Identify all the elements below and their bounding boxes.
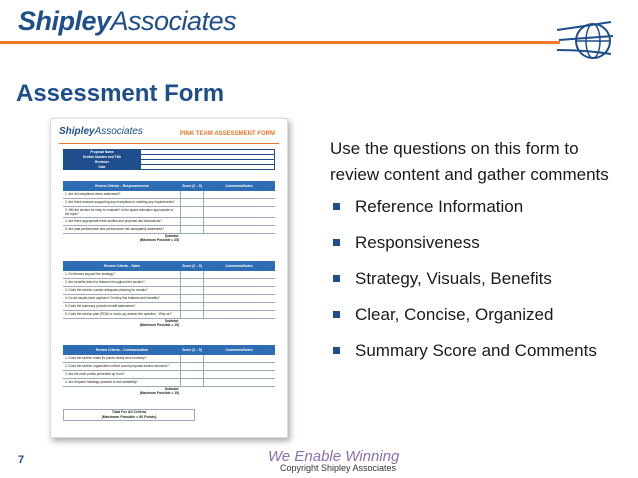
table-row: 2. Are there reasons supporting any exceptions to meeting any requirements? xyxy=(63,199,275,207)
table-row: 4. Are there appropriate trade studies and proposal risk discussions? xyxy=(63,218,275,226)
section-heading: Review Criteria – Sales xyxy=(103,264,141,268)
table-row: 5. Are past performance and performance risk adequately addressed? xyxy=(63,226,275,234)
bullet-item: Summary Score and Comments xyxy=(330,338,630,364)
table-row: 6. Does the section plan (PDW or mock-up) answer the question, “Why us?” xyxy=(63,311,275,319)
table-row: 3. Will the section be easy to evaluate? Is the space allocation appropriate to the topic? xyxy=(63,207,275,218)
comments-label: Comments/Notes xyxy=(225,348,253,352)
globe-logo-icon xyxy=(555,16,615,66)
table-row: 1. Are all compliance items addressed? xyxy=(63,191,275,199)
table-row: 3. Are the main points presented up front? xyxy=(63,371,275,379)
form-section-communication xyxy=(63,345,275,395)
table-row: 5. Does the summary provide benefit statements? xyxy=(63,303,275,311)
form-field-label: Section Number and Title xyxy=(64,155,141,160)
form-fields-table xyxy=(63,149,275,170)
score-label: Score (0 – 5) xyxy=(182,184,202,188)
header-divider xyxy=(0,41,560,44)
square-bullet-icon xyxy=(333,275,340,282)
table-row: 3. Does the section contain adequate planning for visuals? xyxy=(63,287,275,295)
bullet-item: Strategy, Visuals, Benefits xyxy=(330,266,630,292)
form-field-label: Reviewer xyxy=(64,160,141,165)
max-label: (Maximum Possible = 15) xyxy=(139,323,179,327)
square-bullet-icon xyxy=(333,311,340,318)
comments-label: Comments/Notes xyxy=(225,184,253,188)
total-max-label: (Maximum Possible = 60 Points) xyxy=(101,415,157,419)
slide-title: Assessment Form xyxy=(16,80,225,107)
form-field-label: Date xyxy=(64,165,141,170)
table-row: 2. Does the section organization reflect sound proposal section structure? xyxy=(63,363,275,371)
bullet-item: Clear, Concise, Organized xyxy=(330,302,630,328)
slide-body xyxy=(330,136,630,374)
footer-copyright: Copyright Shipley Associates xyxy=(280,463,397,473)
grand-total xyxy=(63,409,195,421)
section-heading: Review Criteria – Responsiveness xyxy=(95,184,149,188)
score-label: Score (0 – 5) xyxy=(182,264,202,268)
square-bullet-icon xyxy=(333,347,340,354)
form-title: PINK TEAM ASSESSMENT FORM xyxy=(179,131,275,137)
table-row: 2. Are benefits linked to features throughout the section? xyxy=(63,279,275,287)
intro-text: Use the questions on this form to review content and gather comments xyxy=(330,139,609,184)
table-row: 1. Does the section make its points clearly and concisely? xyxy=(63,355,275,363)
max-label: (Maximum Possible = 25) xyxy=(139,238,179,242)
bullet-item: Reference Information xyxy=(330,194,630,220)
max-label: (Maximum Possible = 15) xyxy=(139,391,179,395)
page-number: 7 xyxy=(18,454,25,466)
form-section-sales xyxy=(63,261,275,327)
form-divider xyxy=(59,143,279,144)
table-row: 1. Do themes support the strategy? xyxy=(63,271,275,279)
bullet-list xyxy=(330,194,630,364)
table-row: 4. Do all visuals have captions? Do they link features and benefits? xyxy=(63,295,275,303)
bullet-item: Responsiveness xyxy=(330,230,630,256)
assessment-form-image xyxy=(50,118,288,438)
subtotal-label: Subtotal: xyxy=(164,234,179,238)
form-field-label: Proposal Name xyxy=(64,150,141,155)
form-section-responsiveness xyxy=(63,181,275,242)
comments-label: Comments/Notes xyxy=(225,264,253,268)
total-label: Total For All Criteria xyxy=(111,410,147,414)
section-heading: Review Criteria – Communication xyxy=(95,348,149,352)
square-bullet-icon xyxy=(333,203,340,210)
table-row: 4. Are frequent headings planned to aid readability? xyxy=(63,379,275,387)
brand-logo: ShipleyAssociates xyxy=(18,6,237,36)
square-bullet-icon xyxy=(333,239,340,246)
subtotal-label: Subtotal: xyxy=(164,319,179,323)
footer-tagline: We Enable Winning xyxy=(268,448,400,465)
form-brand-logo: ShipleyAssociates xyxy=(59,126,143,137)
subtotal-label: Subtotal: xyxy=(164,387,179,391)
score-label: Score (0 – 5) xyxy=(182,348,202,352)
